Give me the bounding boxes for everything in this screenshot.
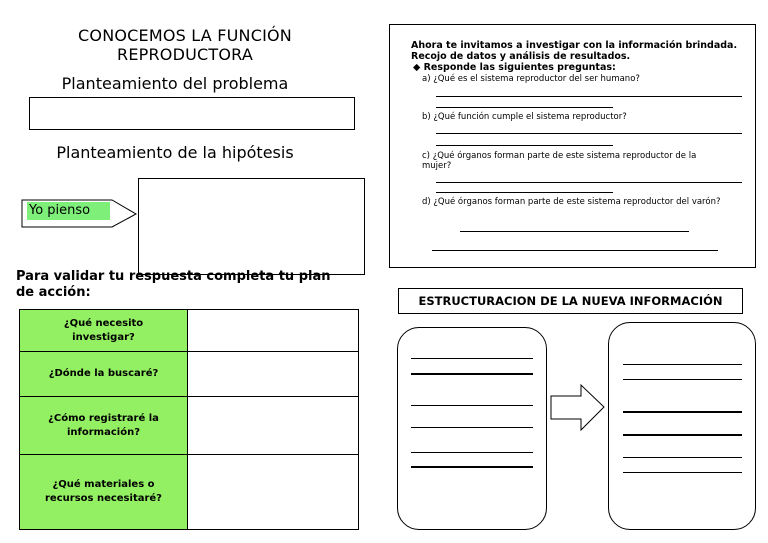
research-question: c) ¿Qué órganos forman parte de este sistema reproductor de la mujer?: [422, 151, 697, 171]
answer-line[interactable]: [436, 182, 742, 183]
answer-line[interactable]: [436, 96, 742, 97]
structuring-heading: ESTRUCTURACION DE LA NUEVA INFORMACIÓN: [398, 288, 743, 314]
validate-instruction: Para validar tu respuesta completa tu plan de acción:: [16, 269, 331, 300]
research-question: a) ¿Qué es el sistema reproductor del ser humano?: [422, 74, 640, 84]
table-row: [20, 310, 359, 352]
notes-box-right[interactable]: [608, 322, 756, 530]
answer-line[interactable]: [436, 192, 613, 193]
research-intro-line: Recojo de datos y análisis de resultados.: [411, 51, 631, 62]
plan-question: ¿Dónde la buscaré?: [20, 352, 188, 397]
action-plan-table: [19, 309, 359, 530]
research-question: d) ¿Qué órganos forman parte de este sistema reproductor del varón?: [422, 197, 721, 207]
plan-answer-cell[interactable]: [188, 310, 359, 352]
hypothesis-answer-box[interactable]: [138, 178, 365, 275]
plan-question: ¿Cómo registraré la información?: [20, 397, 188, 455]
answer-line[interactable]: [436, 107, 613, 108]
table-row: [20, 352, 359, 397]
research-box: [389, 24, 756, 268]
answer-line[interactable]: [436, 145, 613, 146]
plan-question: ¿Qué necesito investigar?: [20, 310, 188, 352]
answer-line[interactable]: [460, 231, 689, 232]
page-title: CONOCEMOS LA FUNCIÓN REPRODUCTORA: [78, 26, 292, 64]
hypothesis-heading: Planteamiento de la hipótesis: [56, 143, 294, 162]
table-row: [20, 397, 359, 455]
notes-box-left[interactable]: [397, 327, 547, 530]
research-question: b) ¿Qué función cumple el sistema reproductor?: [422, 112, 627, 122]
research-intro: [411, 40, 751, 73]
table-row: [20, 455, 359, 530]
problem-answer-box[interactable]: [29, 97, 355, 130]
research-intro-line: ◆ Responde las siguientes preguntas:: [413, 62, 616, 73]
right-arrow-icon: [549, 383, 607, 433]
hypothesis-label: Yo pienso: [27, 202, 110, 220]
problem-heading: Planteamiento del problema: [61, 74, 289, 93]
plan-answer-cell[interactable]: [188, 352, 359, 397]
plan-question: ¿Qué materiales o recursos necesitaré?: [20, 455, 188, 530]
plan-answer-cell[interactable]: [188, 455, 359, 530]
answer-line[interactable]: [432, 250, 718, 251]
plan-answer-cell[interactable]: [188, 397, 359, 455]
research-intro-line: Ahora te invitamos a investigar con la información brindada.: [411, 40, 738, 51]
answer-line[interactable]: [436, 133, 742, 134]
